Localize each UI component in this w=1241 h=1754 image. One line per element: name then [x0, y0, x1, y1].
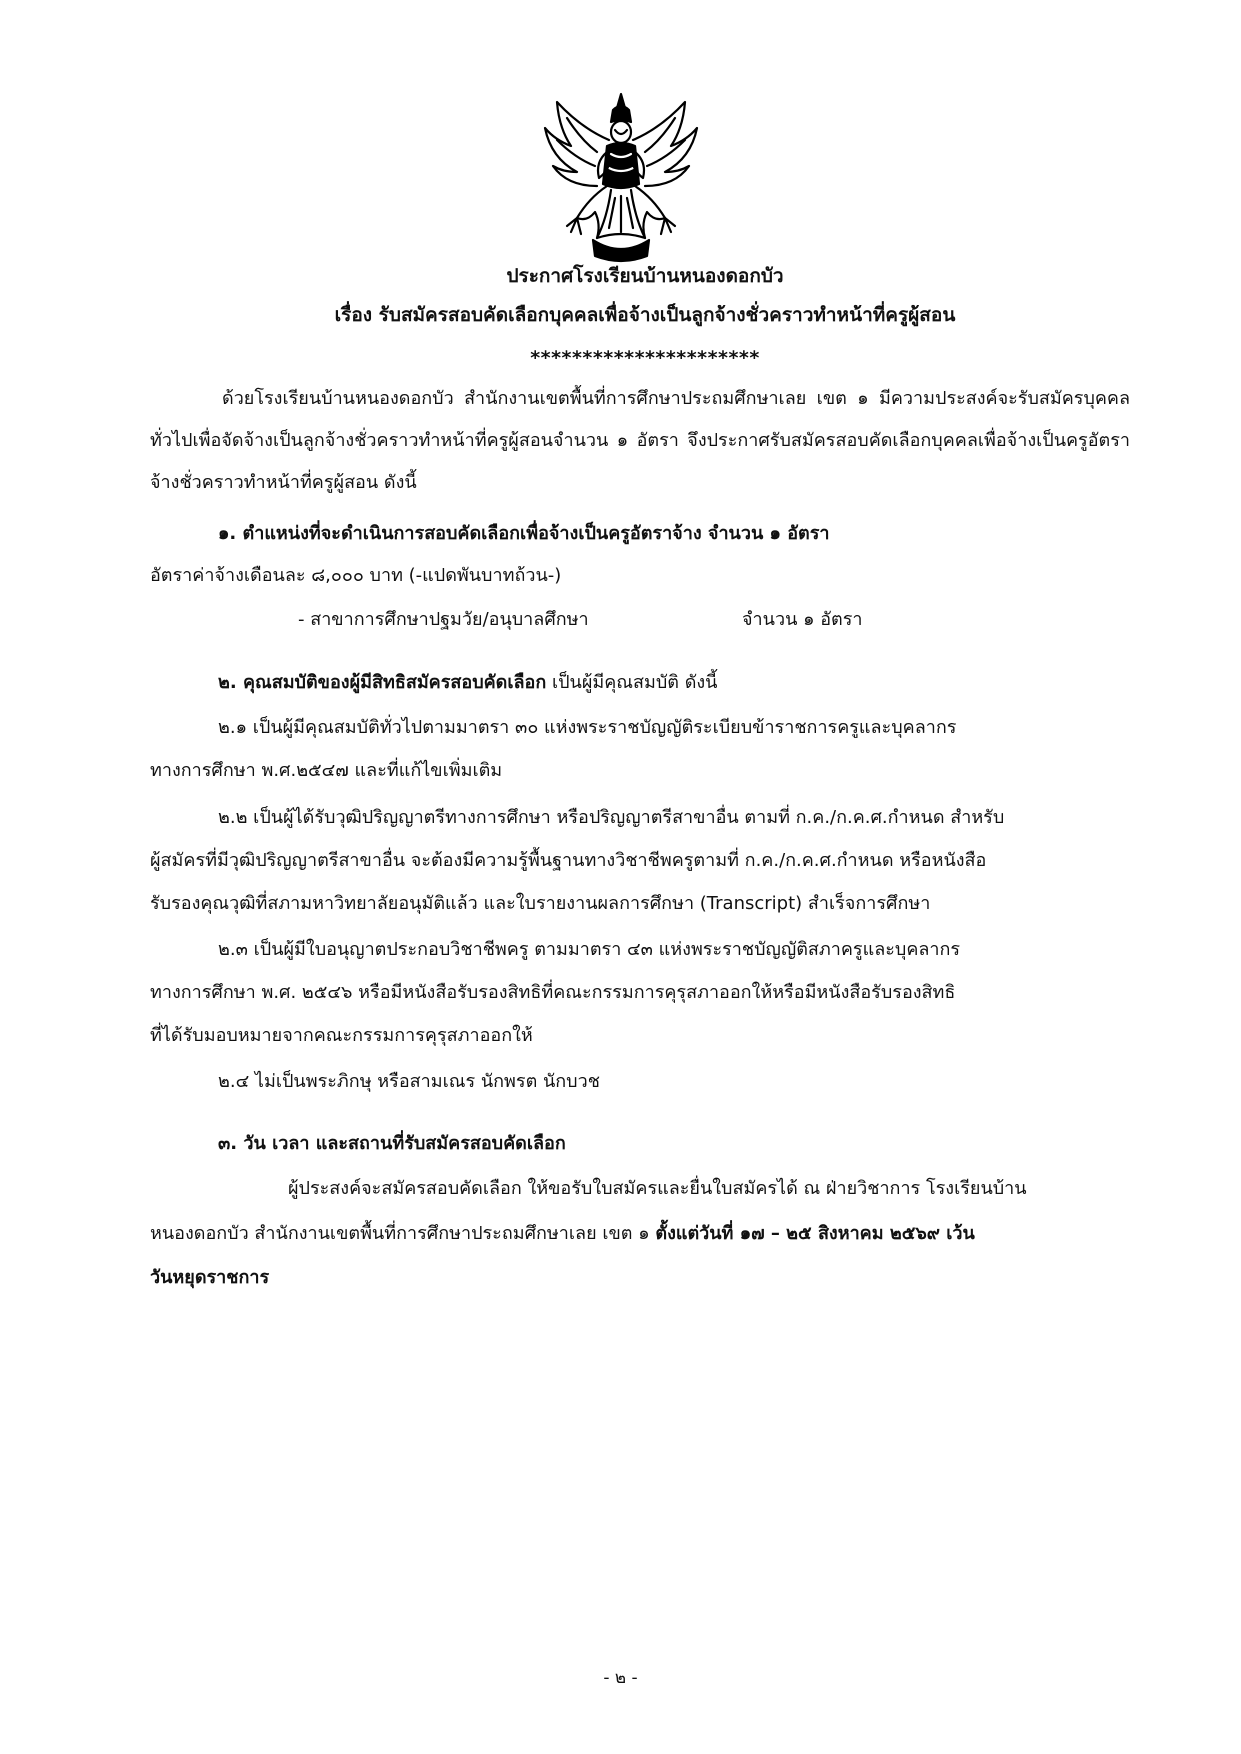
section1-heading: ๑. ตำแหน่งที่จะดำเนินการสอบคัดเลือกเพื่อจ้างเป็นครูอัตราจ้าง จำนวน ๑ อัตรา	[218, 523, 830, 544]
item-2-3-line2: ทางการศึกษา พ.ศ. ๒๕๔๖ หรือมีหนังสือรับรองสิทธิที่คณะกรรมการคุรุสภาออกให้หรือมีหนังสือรับรองสิทธิ	[150, 982, 956, 1003]
field-text: - สาขาการศึกษาปฐมวัย/อนุบาลศึกษา	[298, 609, 589, 630]
section3-heading: ๓. วัน เวลา และสถานที่รับสมัครสอบคัดเลือก	[218, 1133, 566, 1154]
item-2-3-line3: ที่ได้รับมอบหมายจากคณะกรรมการคุรุสภาออกให้	[150, 1025, 533, 1046]
separator-line: **********************	[530, 347, 760, 369]
application-dates: ตั้งแต่วันที่ ๑๗ – ๒๕ สิงหาคม ๒๕๖๙ เว้น	[655, 1223, 975, 1244]
item-2-3-line1: ๒.๓ เป็นผู้มีใบอนุญาตประกอบวิชาชีพครู ตามมาตรา ๔๓ แห่งพระราชบัญญัติสภาครูและบุคลากร	[218, 939, 961, 960]
item-2-1-line1: ๒.๑ เป็นผู้มีคุณสมบัติทั่วไปตามมาตรา ๓๐ แห่งพระราชบัญญัติระเบียบข้าราชการครูและบุคลากร	[218, 717, 957, 738]
section2-heading-tail: เป็นผู้มีคุณสมบัติ ดังนี้	[546, 672, 718, 693]
item-2-2-line3: รับรองคุณวุฒิที่สภามหาวิทยาลัยอนุมัติแล้ว และใบรายงานผลการศึกษา (Transcript) สำเร็จการศึกษา	[150, 893, 931, 914]
item-2-2-line2: ผู้สมัครที่มีวุฒิปริญญาตรีสาขาอื่น จะต้องมีความรู้พื้นฐานทางวิชาชีพครูตามที่ ก.ค./ก.ค.ศ.กำหนด หรือหนังสือ	[150, 850, 987, 871]
garuda-emblem-icon	[537, 88, 705, 266]
announcement-title: ประกาศโรงเรียนบ้านหนองดอกบัว	[506, 265, 784, 287]
intro-text: ด้วยโรงเรียนบ้านหนองดอกบัว สำนักงานเขตพื้นที่การศึกษาประถมศึกษาเลย เขต ๑ มีความประสงค์จะรับสมัครบุคคลทั่วไปเพื่อจัดจ้างเป็นลูกจ้างชั่วคราวทำหน้าที่ครูผู้สอนจำนวน ๑ อัตรา จึงประกาศรับสมัครสอบคัดเลือกบุคคลเพื่อจ้างเป็นครูอัตราจ้างชั่วคราวทำหน้าที่ครูผู้สอน ดังนี้	[150, 388, 1130, 493]
item-2-1-line2: ทางการศึกษา พ.ศ.๒๕๔๗ และที่แก้ไขเพิ่มเติม	[150, 760, 503, 781]
section3-body-line3: วันหยุดราชการ	[150, 1267, 270, 1288]
announcement-subject: เรื่อง รับสมัครสอบคัดเลือกบุคคลเพื่อจ้างเป็นลูกจ้างชั่วคราวทำหน้าที่ครูผู้สอน	[334, 304, 956, 326]
salary-text: อัตราค่าจ้างเดือนละ ๘,๐๐๐ บาท (-แปดพันบาทถ้วน-)	[150, 565, 562, 586]
item-2-4: ๒.๔ ไม่เป็นพระภิกษุ หรือสามเณร นักพรต นักบวช	[218, 1071, 600, 1092]
section3-body-line1: ผู้ประสงค์จะสมัครสอบคัดเลือก ให้ขอรับใบสมัครและยื่นใบสมัครได้ ณ ฝ่ายวิชาการ โรงเรียนบ้าน	[288, 1178, 1027, 1199]
section3-body-line2-text: หนองดอกบัว สำนักงานเขตพื้นที่การศึกษาประถมศึกษาเลย เขต ๑	[150, 1223, 656, 1244]
page-number: - ๒ -	[603, 1668, 638, 1688]
section3-body-line2	[150, 1220, 975, 1248]
item-2-2-line1: ๒.๒ เป็นผู้ได้รับวุฒิปริญญาตรีทางการศึกษา หรือปริญญาตรีสาขาอื่น ตามที่ ก.ค./ก.ค.ศ.กำหนด สำหรับ	[218, 807, 1005, 828]
section2-heading-line	[218, 669, 717, 697]
section2-heading: ๒. คุณสมบัติของผู้มีสิทธิสมัครสอบคัดเลือก	[218, 672, 547, 693]
field-count: จำนวน ๑ อัตรา	[742, 609, 863, 630]
intro-paragraph	[150, 378, 1130, 504]
